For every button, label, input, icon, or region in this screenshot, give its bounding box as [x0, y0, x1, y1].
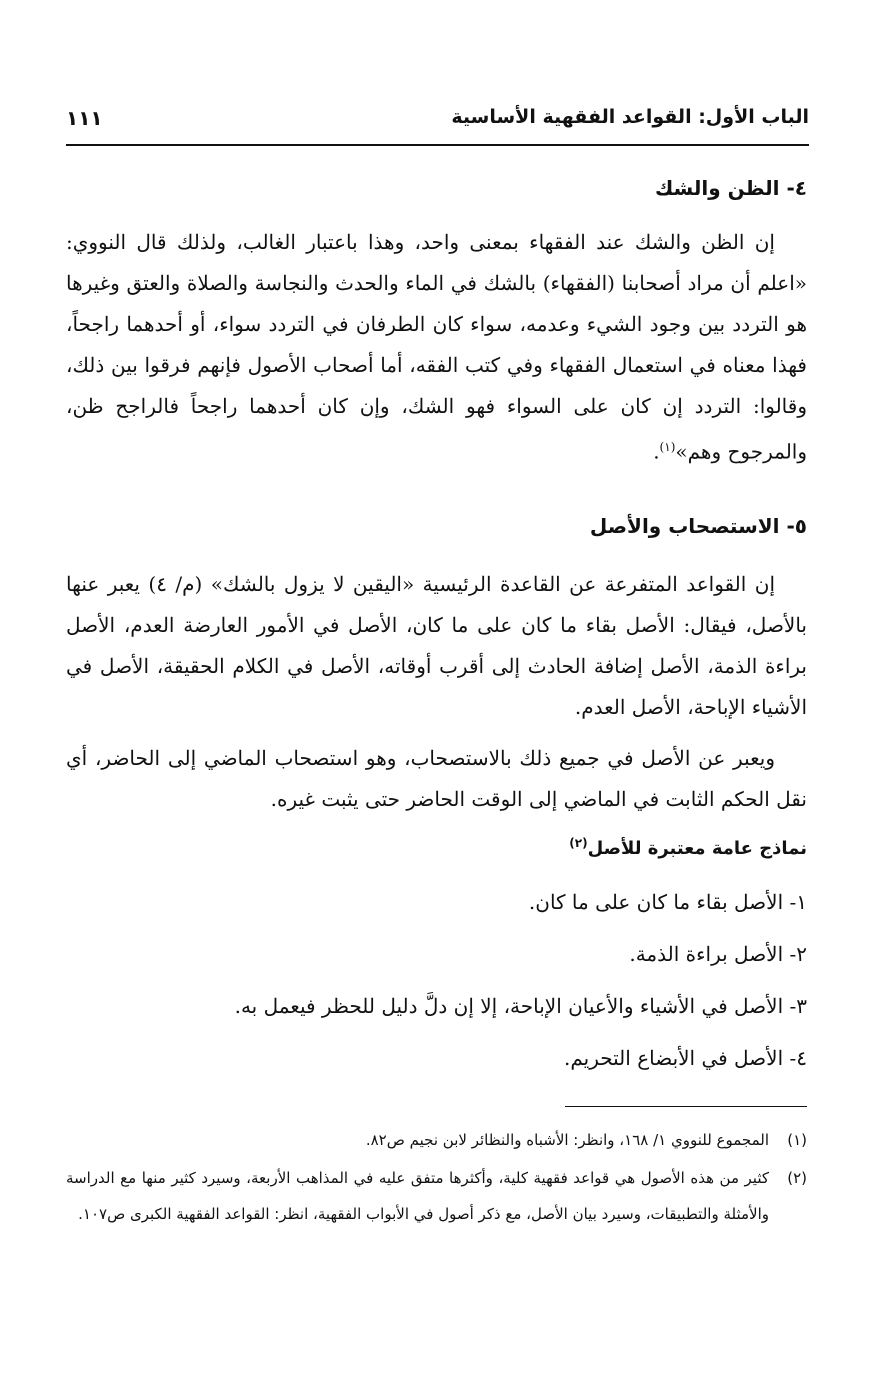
footnote-number: (١): [787, 1131, 807, 1149]
examples-heading-text: نماذج عامة معتبرة للأصل: [587, 838, 807, 859]
section-5-heading: ٥- الاستصحاب والأصل: [589, 514, 807, 538]
footnote-separator: [565, 1106, 807, 1107]
running-title: الباب الأول: القواعد الفقهية الأساسية: [451, 106, 809, 128]
section-5-paragraph-1: [66, 564, 807, 728]
footnote-number: (٢): [787, 1169, 807, 1187]
footnote-2: [66, 1160, 807, 1232]
footnotes: [66, 1122, 807, 1234]
list-item: ٢- الأصل براءة الذمة.: [629, 942, 807, 966]
section-4-heading: ٤- الظن والشك: [654, 176, 807, 200]
section-5-text-2: ويعبر عن الأصل في جميع ذلك بالاستصحاب، وهو استصحاب الماضي إلى الحاضر، أي نقل الحكم الثابت في الماضي إلى الوقت الحاضر حتى يثبت غيره.: [66, 746, 807, 811]
section-4-text: إن الظن والشك عند الفقهاء بمعنى واحد، وهذا باعتبار الغالب، ولذلك قال النووي: «اعلم أن مراد أصحابنا (الفقهاء) بالشك في الماء والحدث والنجاسة والصلاة والعتق وغيرها هو التردد بين وجود الشيء وعدمه، سواء كان الطرفان في التردد سواء، أو أحدهما راجحاً، فهذا معناه في استعمال الفقهاء وفي كتب الفقه، أما أصحاب الأصول فإنهم فرقوا بين ذلك، وقالوا: التردد إن كان على السواء فهو الشك، وإن كان أحدهما راجحاً فالراجح ظن، والمرجوح وهم»: [66, 230, 807, 464]
list-item: ٤- الأصل في الأبضاع التحريم.: [563, 1046, 807, 1070]
footnote-ref-2: (٢): [569, 836, 588, 850]
page-number: ١١١: [66, 106, 103, 130]
section-5-paragraph-2: [66, 738, 807, 820]
footnote-text: كثير من هذه الأصول هي قواعد فقهية كلية، وأكثرها متفق عليه في المذاهب الأربعة، وسيرد كثير منها مع الدراسة والأمثلة والتطبيقات، وسيرد بيان الأصل، مع ذكر أصول في الأبواب الفقهية، انظر: القواعد الفقهية الكبرى ص١٠٧.: [66, 1169, 769, 1223]
footnote-1: [66, 1122, 807, 1158]
footnote-text: المجموع للنووي ١/ ١٦٨، وانظر: الأشباه والنظائر لابن نجيم ص٨٢.: [365, 1131, 769, 1149]
section-5-text-1: إن القواعد المتفرعة عن القاعدة الرئيسية «اليقين لا يزول بالشك» (م/ ٤) يعبر عنها بالأصل، فيقال: الأصل بقاء ما كان على ما كان، الأصل في الأمور العارضة العدم، الأصل براءة الذمة، الأصل إضافة الحادث إلى أقرب أوقاته، الأصل في الكلام الحقيقة، الأصل في الأشياء الإباحة، الأصل العدم.: [66, 572, 807, 719]
page-header: [66, 100, 809, 146]
examples-heading: [569, 836, 807, 859]
list-item: ١- الأصل بقاء ما كان على ما كان.: [528, 890, 807, 914]
section-4-paragraph: [66, 222, 807, 473]
section-4-end: .: [653, 439, 660, 464]
examples-list: [66, 876, 807, 1084]
list-item: ٣- الأصل في الأشياء والأعيان الإباحة، إلا إن دلَّ دليل للحظر فيعمل به.: [234, 994, 807, 1018]
footnote-ref-1: (١): [659, 440, 676, 454]
